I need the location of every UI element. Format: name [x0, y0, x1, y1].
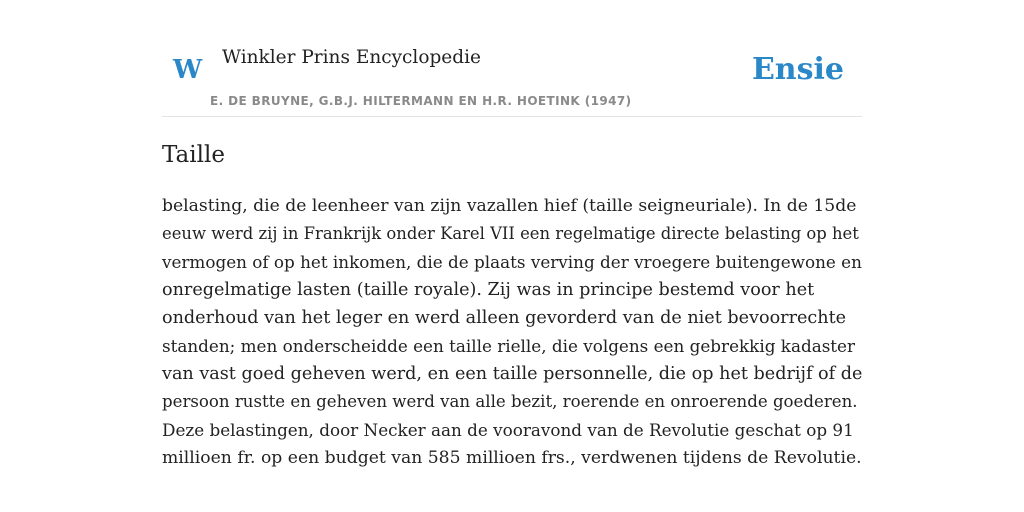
article-line: eeuw werd zij in Frankrijk onder Karel VII een regelmatige directe belasting op het: [162, 224, 859, 243]
book-title[interactable]: Winkler Prins Encyclopedie: [222, 47, 481, 68]
article-line: onderhoud van het leger en werd alleen gevorderd van de niet bevoorrechte: [162, 308, 847, 328]
winkler-prins-logo[interactable]: W: [173, 55, 203, 85]
article-line: standen; men onderscheidde een taille rielle, die volgens een gebrekkig kadaster: [162, 336, 856, 356]
article-line: van vast goed geheven werd, en een taille personnelle, die op het bedrijf of de: [162, 364, 863, 384]
article-title: Taille: [162, 142, 225, 168]
page: [162, 0, 863, 468]
article-line: onregelmatige lasten (taille royale). Zij was in principe bestemd voor het: [162, 280, 815, 300]
article-line: Deze belastingen, door Necker aan de vooravond van de Revolutie geschat op 91: [162, 420, 854, 440]
book-authors: E. DE BRUYNE, G.B.J. HILTERMANN EN H.R. HOETINK (1947): [210, 94, 632, 108]
book-header: [162, 0, 862, 117]
article-line: millioen fr. op een budget van 585 millioen frs., verdwenen tijdens de Revolutie.: [162, 448, 862, 468]
article-line: persoon rustte en geheven werd van alle bezit, roerende en onroerende goederen.: [162, 392, 858, 411]
article-body: [162, 192, 862, 472]
article-line: vermogen of op het inkomen, die de plaats verving der vroegere buitengewone en: [162, 252, 862, 272]
ensie-logo-link[interactable]: Ensie: [751, 52, 844, 87]
article-line: belasting, die de leenheer van zijn vazallen hief (taille seigneuriale). In de 15de: [162, 196, 857, 216]
